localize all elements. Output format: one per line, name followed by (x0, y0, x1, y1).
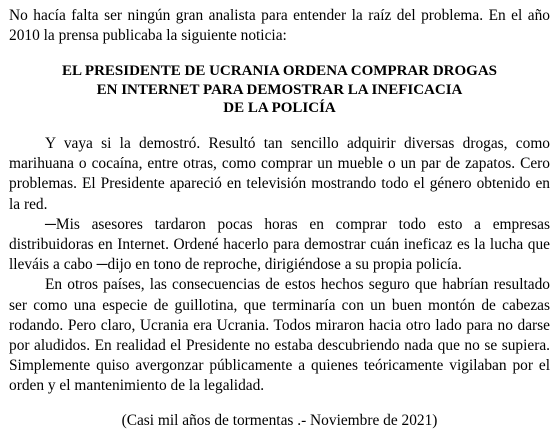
headline-line-2: EN INTERNET PARA DEMOSTRAR LA INEFICACIA (96, 81, 463, 98)
headline-line-3: DE LA POLICÍA (223, 100, 336, 117)
body-paragraph-2: ─Mis asesores tardaron pocas horas en comprar todo esto a empresas distribuidoras en Internet. Ordené hacerlo para demostrar cuán ineficaz es la lucha que lleváis a cabo ─dijo en tono de reproche, dirigiéndose a su propia policía. (9, 215, 550, 274)
headline-line-1: EL PRESIDENTE DE UCRANIA ORDENA COMPRAR DROGAS (61, 63, 498, 80)
intro-paragraph: No hacía falta ser ningún gran analista para entender la raíz del problema. En el año 2010 la prensa publicaba la siguiente noticia: (9, 7, 550, 45)
body-paragraph-3: En otros países, las consecuencias de estos hechos seguro que habrían resultado ser como una especie de guillotina, que terminaría con un buen montón de cabezas rodando. Pero claro, Ucrania era Ucrania. Todos miraron hacia otro lado para no darse por aludidos. En realidad el Presidente no estaba descubriendo nada que no se supiera. Simplemente quiso avergonzar públicamente a quienes teóricamente vigilaban por el orden y el mantenimiento de la legalidad. (9, 276, 550, 395)
source-signature: (Casi mil años de tormentas .- Noviembre de 2021) (121, 411, 438, 429)
news-headline (9, 62, 550, 118)
body-paragraph-1: Y vaya si la demostró. Resultó tan sencillo adquirir diversas drogas, como marihuana o cocaína, entre otras, como comprar un mueble o un par de zapatos. Cero problemas. El Presidente apareció en televisión mostrando todo el género obtenido en la red. (9, 134, 550, 213)
